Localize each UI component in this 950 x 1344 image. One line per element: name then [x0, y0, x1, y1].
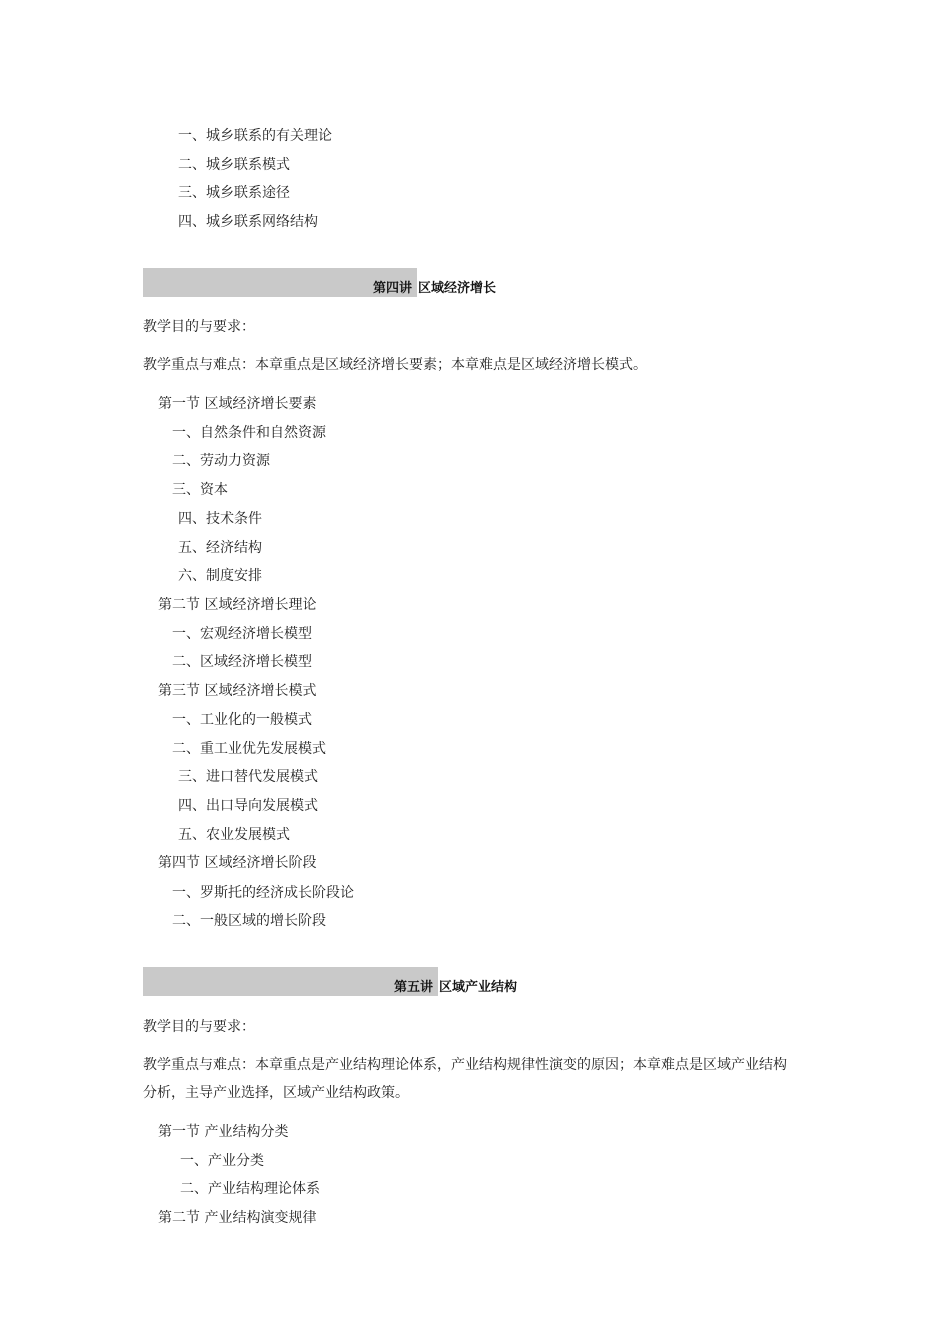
list-item: 二、区域经济增长模型: [172, 654, 312, 670]
list-item: 四、出口导向发展模式: [178, 798, 318, 814]
list-item: 二、城乡联系模式: [178, 157, 290, 173]
lecture-4-title: 区域经济增长: [418, 281, 497, 296]
list-item: 四、城乡联系网络结构: [178, 214, 318, 230]
list-item: 三、资本: [172, 482, 228, 498]
section-heading: 第四节 区域经济增长阶段: [158, 855, 317, 871]
section-heading: 第三节 区域经济增长模式: [158, 683, 317, 699]
lecture-4-heading: [373, 280, 496, 298]
list-item: 五、农业发展模式: [178, 827, 290, 843]
section-heading: 第二节 产业结构演变规律: [158, 1210, 317, 1226]
section-heading: 第二节 区域经济增长理论: [158, 597, 317, 613]
list-item: 二、重工业优先发展模式: [172, 741, 326, 757]
list-item: 六、制度安排: [178, 568, 262, 584]
section-heading: 第一节 产业结构分类: [158, 1124, 289, 1140]
lecture-5-number: 第五讲: [394, 980, 434, 995]
section-heading: 第一节 区域经济增长要素: [158, 396, 317, 412]
list-item: 一、罗斯托的经济成长阶段论: [172, 885, 354, 901]
list-item: 三、进口替代发展模式: [178, 769, 318, 785]
lecture-5-focus-line-2: 分析，主导产业选择，区域产业结构政策。: [143, 1085, 409, 1101]
lecture-4-focus: 教学重点与难点：本章重点是区域经济增长要素；本章难点是区域经济增长模式。: [143, 357, 647, 373]
list-item: 一、工业化的一般模式: [172, 712, 312, 728]
lecture-5-heading: [394, 979, 517, 997]
list-item: 一、宏观经济增长模型: [172, 626, 312, 642]
list-item: 一、产业分类: [180, 1153, 264, 1169]
list-item: 一、城乡联系的有关理论: [178, 128, 332, 144]
list-item: 五、经济结构: [178, 540, 262, 556]
lecture-4-number: 第四讲: [373, 281, 413, 296]
list-item: 三、城乡联系途径: [178, 185, 290, 201]
list-item: 四、技术条件: [178, 511, 262, 527]
list-item: 二、一般区域的增长阶段: [172, 913, 326, 929]
list-item: 二、产业结构理论体系: [180, 1181, 320, 1197]
lecture-5-focus-line-1: 教学重点与难点：本章重点是产业结构理论体系，产业结构规律性演变的原因；本章难点是区域产业结构: [143, 1057, 787, 1073]
lecture-5-title: 区域产业结构: [439, 980, 518, 995]
lecture-5-objectives: 教学目的与要求：: [143, 1019, 255, 1035]
lecture-4-objectives: 教学目的与要求：: [143, 319, 255, 335]
list-item: 二、劳动力资源: [172, 453, 270, 469]
list-item: 一、自然条件和自然资源: [172, 425, 326, 441]
